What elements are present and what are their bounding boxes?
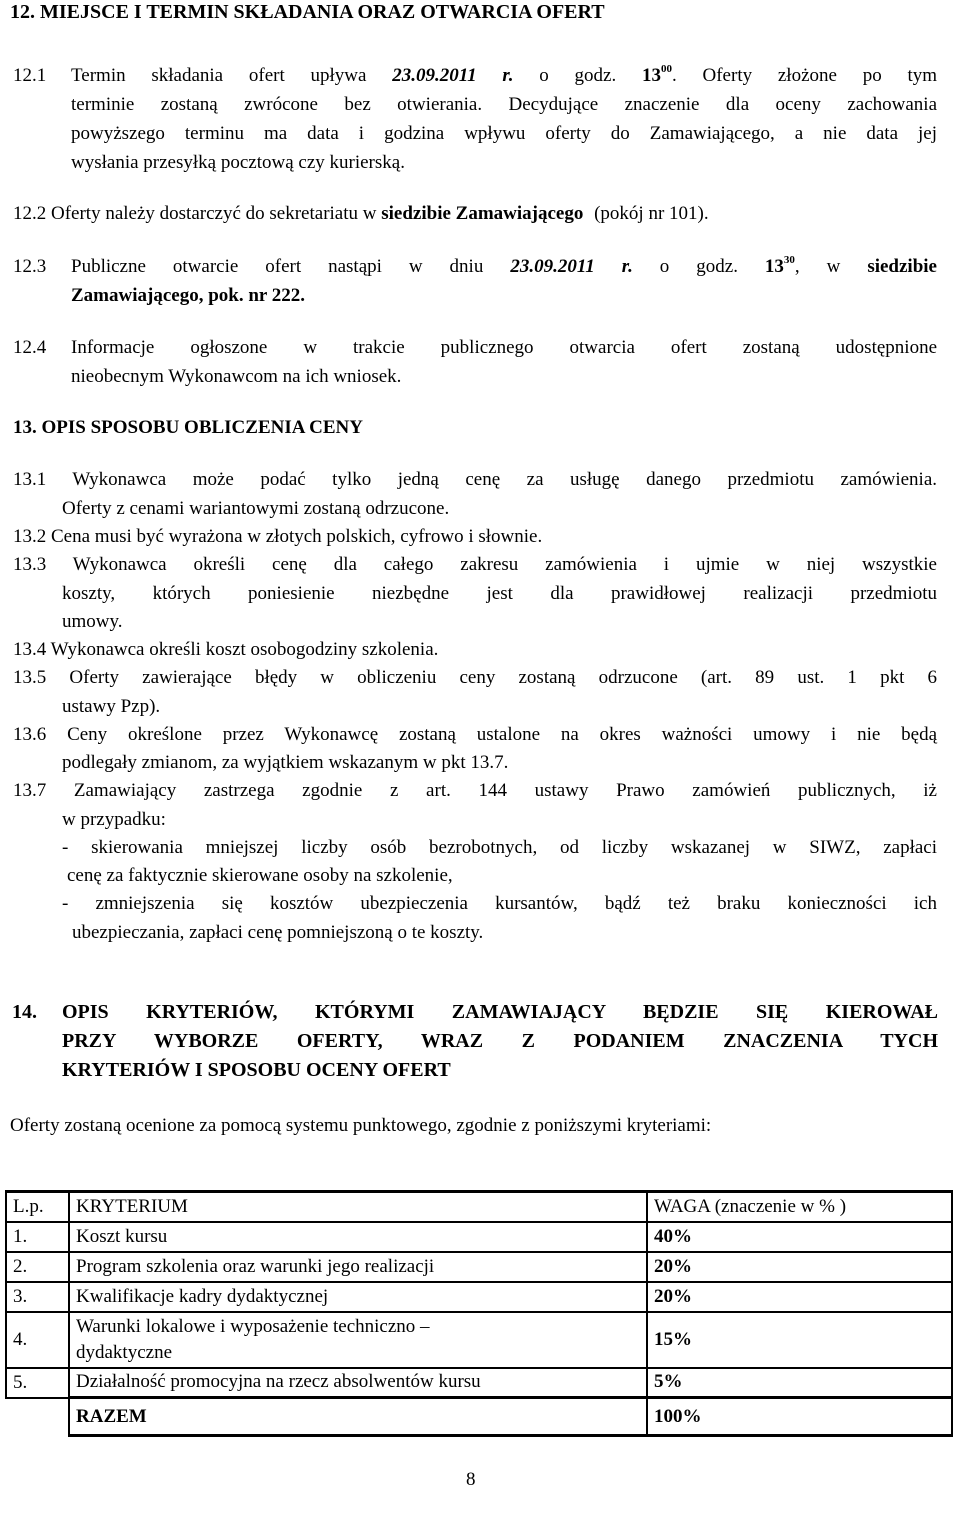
row-lp: 3. — [6, 1282, 69, 1312]
deadline-date: 23.09.2011 r. — [392, 65, 514, 86]
table-row — [6, 1252, 952, 1282]
para-13-1-line-1: 13.1 Wykonawca może podać tylko jedną cenę za usługę danego przedmiotu zamówienia. — [13, 469, 937, 490]
table-row — [6, 1222, 952, 1252]
header-weight: WAGA (znaczenie w % ) — [647, 1192, 952, 1222]
section-13-heading: 13. OPIS SPOSOBU OBLICZENIA CENY — [13, 417, 363, 438]
section-14-heading-line-1: OPIS KRYTERIÓW, KTÓRYMI ZAMAWIAJĄCY BĘDZIE SIĘ KIEROWAŁ — [62, 1001, 938, 1023]
para-12-3-line-1 — [71, 252, 937, 281]
row-lp: 4. — [6, 1312, 69, 1368]
para-12-1-line-1 — [71, 61, 937, 90]
para-13-3-line-3: umowy. — [62, 611, 123, 632]
criteria-table — [5, 1190, 953, 1437]
row-criterion-line-2: dydaktyczne — [76, 1341, 173, 1363]
row-weight: 20% — [647, 1252, 952, 1282]
para-13-7-line-1: 13.7 Zamawiający zastrzega zgodnie z art. 144 ustawy Prawo zamówień publicznych, iż — [13, 780, 937, 801]
page-number: 8 — [466, 1469, 476, 1490]
para-13-3-line-2: koszty, których poniesienie niezbędne jest dla prawidłowej realizacji przedmiotu — [62, 583, 937, 604]
row-criterion-line-1: Warunki lokalowe i wyposażenie techniczno – — [76, 1315, 430, 1337]
row-weight: 20% — [647, 1282, 952, 1312]
para-12-4-line-2: nieobecnym Wykonawcom na ich wniosek. — [71, 366, 402, 387]
criteria-intro: Oferty zostaną ocenione za pomocą systemu punktowego, zgodnie z poniższymi kryteriami: — [10, 1115, 712, 1136]
opening-time: $13^{30}$ — [764, 254, 795, 277]
para-12-1-text: Termin składania ofert upływa — [71, 65, 367, 86]
row-criterion: Działalność promocyjna na rzecz absolwentów kursu — [69, 1368, 647, 1398]
para-12-1-number: 12.1 — [13, 65, 47, 86]
para-13-4: 13.4 Wykonawca określi koszt osobogodziny szkolenia. — [13, 639, 439, 660]
section-12-heading: 12. MIEJSCE I TERMIN SKŁADANIA ORAZ OTWARCIA OFERT — [10, 1, 605, 23]
row-criterion: Kwalifikacje kadry dydaktycznej — [69, 1282, 647, 1312]
para-12-4-line-1: Informacje ogłoszone w trakcie publicznego otwarcia ofert zostaną udostępnione — [71, 337, 937, 358]
para-12-3-text-b: o godz. — [659, 256, 738, 277]
para-13-2: 13.2 Cena musi być wyrażona w złotych polskich, cyfrowo i słownie. — [13, 526, 543, 547]
para-12-1-line-4: wysłania przesyłką pocztową czy kurierską. — [71, 152, 405, 173]
row-lp: 2. — [6, 1252, 69, 1282]
para-12-3-number: 12.3 — [13, 256, 47, 277]
para-12-2-room: (pokój nr 101). — [594, 203, 709, 224]
para-13-7-line-4: cenę za faktycznie skierowane osoby na szkolenie, — [67, 865, 453, 886]
section-14-heading-line-3: KRYTERIÓW I SPOSOBU OCENY OFERT — [62, 1059, 451, 1081]
row-criterion: Koszt kursu — [69, 1222, 647, 1252]
para-13-3-line-1: 13.3 Wykonawca określi cenę dla całego zakresu zamówienia i ujmie w niej wszystkie — [13, 554, 937, 575]
row-weight: 5% — [647, 1368, 952, 1398]
table-total-row — [6, 1398, 952, 1436]
para-13-5-line-2: ustawy Pzp). — [62, 696, 161, 717]
total-spacer — [6, 1398, 69, 1436]
row-lp: 5. — [6, 1368, 69, 1398]
section-14-number: 14. — [12, 1001, 37, 1023]
row-weight: 15% — [647, 1312, 952, 1368]
section-14-heading-line-2: PRZY WYBORZE OFERTY, WRAZ Z PODANIEM ZNACZENIA TYCH — [62, 1030, 938, 1052]
para-13-6-line-1: 13.6 Ceny określone przez Wykonawcę zostaną ustalone na okres ważności umowy i nie będą — [13, 724, 937, 745]
para-13-7-line-3: - skierowania mniejszej liczby osób bezrobotnych, od liczby wskazanej w SIWZ, zapłaci — [62, 837, 937, 858]
row-weight: 40% — [647, 1222, 952, 1252]
para-12-2-bold: siedzibie Zamawiającego — [381, 203, 584, 224]
para-12-1-text-b: o godz. — [539, 65, 617, 86]
para-13-7-line-6: ubezpieczania, zapłaci cenę pomniejszoną o te koszty. — [72, 922, 484, 943]
table-row — [6, 1282, 952, 1312]
para-13-5-line-1: 13.5 Oferty zawierające błędy w obliczeniu ceny zostaną odrzucone (art. 89 ust. 1 pkt 6 — [13, 667, 937, 688]
para-12-2-text: 12.2 Oferty należy dostarczyć do sekretariatu w — [13, 203, 377, 224]
table-row — [6, 1368, 952, 1398]
opening-date: 23.09.2011 r. — [510, 256, 633, 277]
header-lp: L.p. — [6, 1192, 69, 1222]
table-header-row — [6, 1192, 952, 1222]
para-13-6-line-2: podlegały zmianom, za wyjątkiem wskazanym w pkt 13.7. — [62, 752, 509, 773]
row-criterion — [69, 1312, 647, 1368]
para-13-7-line-5: - zmniejszenia się kosztów ubezpieczenia kursantów, bądź też braku konieczności ich — [62, 893, 937, 914]
para-12-2 — [13, 199, 709, 228]
para-12-1-line-2: terminie zostaną zwrócone bez otwierania. Decydujące znaczenie dla oceny zachowania — [71, 94, 937, 115]
para-12-3-line-2: Zamawiającego, pok. nr 222. — [71, 285, 305, 306]
header-criterion: KRYTERIUM — [69, 1192, 647, 1222]
deadline-time: $13^{00}$ — [642, 63, 672, 86]
para-12-1-text-c: . Oferty złożone po tym — [672, 65, 938, 86]
row-criterion: Program szkolenia oraz warunki jego realizacji — [69, 1252, 647, 1282]
para-12-3-text: Publiczne otwarcie ofert nastąpi w dniu — [71, 256, 484, 277]
para-12-1-line-3: powyższego terminu ma data i godzina wpływu oferty do Zamawiającego, a nie data jej — [71, 123, 937, 144]
para-12-4-number: 12.4 — [13, 337, 47, 358]
para-13-7-line-2: w przypadku: — [62, 809, 166, 830]
total-value: 100% — [647, 1398, 952, 1436]
row-lp: 1. — [6, 1222, 69, 1252]
para-13-1-line-2: Oferty z cenami wariantowymi zostaną odrzucone. — [62, 498, 450, 519]
para-12-3-text-c: , w — [794, 256, 841, 277]
total-label: RAZEM — [69, 1398, 647, 1436]
table-row — [6, 1312, 952, 1368]
para-12-3-text-d: siedzibie — [867, 256, 937, 277]
